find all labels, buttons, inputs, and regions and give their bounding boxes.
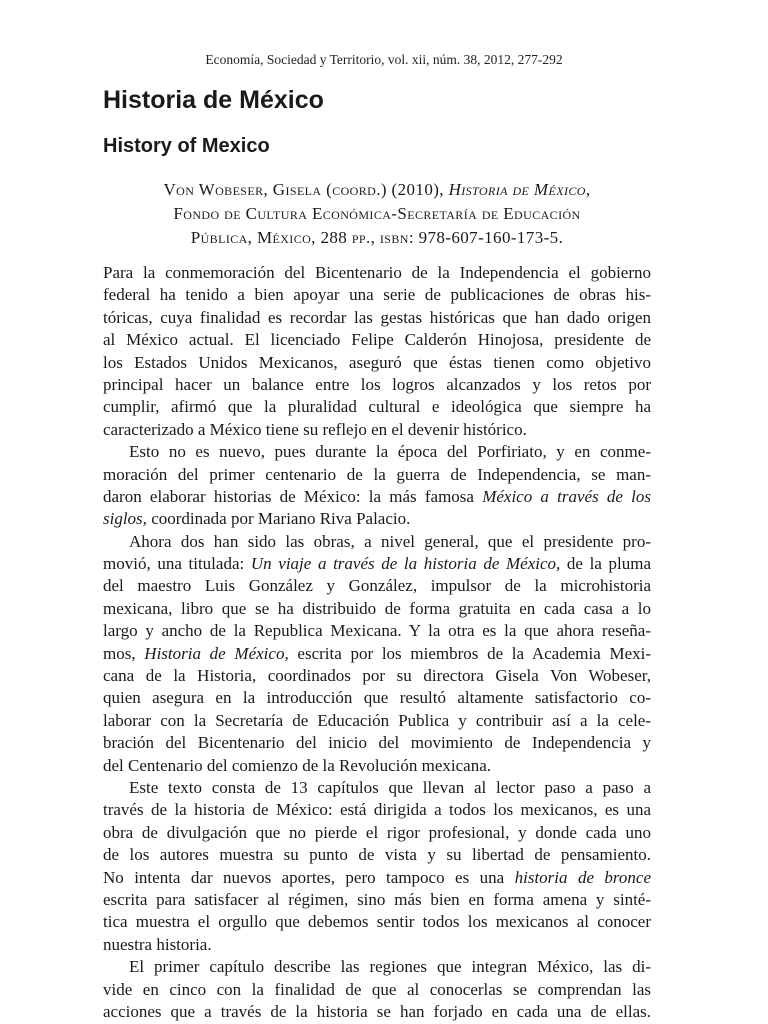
text-line xyxy=(103,867,651,889)
text-line: tóricas, cuya finalidad es recordar las gestas históricas que han dado origen xyxy=(103,307,651,327)
text-line xyxy=(103,643,651,665)
text-line: caracterizado a México tiene su reflejo en el devenir histórico. xyxy=(103,419,527,439)
text-line: principal hacer un balance entre los logros alcanzados y los retos por xyxy=(103,374,651,394)
text-span: No intenta dar nuevos aportes, pero tampoco es una xyxy=(103,867,515,887)
book-title-italic: México a través de los xyxy=(482,486,651,506)
article-body xyxy=(103,262,651,1023)
text-span: movió, una titulada: xyxy=(103,554,251,574)
text-line: tica muestra el orgullo que debemos sentir todos los mexicanos al conocer xyxy=(103,912,651,932)
text-line: escrita para satisfacer al régimen, sino más bien en forma amena y sinté- xyxy=(103,889,651,909)
paragraph xyxy=(103,262,651,441)
text-line: de los autores muestra su punto de vista y su libertad de pensamiento. xyxy=(103,845,651,865)
citation-line: Pública, México, 288 pp., isbn: 978-607-160-173-5. xyxy=(190,228,564,247)
book-title-italic: Historia de México, xyxy=(144,643,289,663)
text-line: cumplir, afirmó que la pluralidad cultural e ideológica que siempre ha xyxy=(103,397,651,417)
text-line: cana de la Historia, coordinados por su directora Gisela Von Wobeser, xyxy=(103,666,651,686)
italic-phrase: historia de bronce xyxy=(514,867,651,887)
text-line xyxy=(103,508,651,530)
text-line xyxy=(103,553,651,575)
citation-book-title: Historia de México xyxy=(448,180,586,199)
text-line: laborar con la Secretaría de Educación Publica y contribuir así a la cele- xyxy=(103,710,651,730)
paragraph xyxy=(103,777,651,956)
text-line: quien asegura en la introducción que resultó altamente satisfactorio co- xyxy=(103,688,651,708)
citation-line: Fondo de Cultura Económica-Secretaría de Educación xyxy=(173,204,581,223)
text-span: mos, xyxy=(103,643,145,663)
text-line: El primer capítulo describe las regiones que integran México, las di- xyxy=(129,957,651,977)
text-line: Para la conmemoración del Bicentenario de la Independencia el gobierno xyxy=(103,263,651,282)
book-citation xyxy=(103,178,651,250)
text-line: Esto no es nuevo, pues durante la época del Porfiriato, y en conme- xyxy=(129,442,651,462)
text-line: vide en cinco con la finalidad de que al conocerlas se comprendan las xyxy=(103,979,651,999)
text-line: largo y ancho de la Republica Mexicana. Y la otra es la que ahora reseña- xyxy=(103,621,651,641)
text-line: Este texto consta de 13 capítulos que llevan al lector paso a paso a xyxy=(129,777,651,797)
text-line: los Estados Unidos Mexicanos, aseguró que éstas tienen como objetivo xyxy=(103,352,651,372)
journal-running-head: Economía, Sociedad y Territorio, vol. xii, núm. 38, 2012, 277-292 xyxy=(205,52,563,67)
paragraph xyxy=(103,956,651,1023)
text-span: de la pluma xyxy=(560,554,651,574)
text-line: Ahora dos han sido las obras, a nivel general, que el presidente pro- xyxy=(129,531,651,551)
text-span: escrita por los miembros de la Academia Mexi- xyxy=(288,643,651,663)
book-title-italic: siglos, xyxy=(103,509,147,529)
text-line: acciones que a través de la historia se han forjado en cada una de ellas. xyxy=(103,1001,651,1021)
text-line: bración del Bicentenario del inicio del movimiento de Independencia y xyxy=(103,733,651,753)
citation-punct: , xyxy=(585,180,591,199)
text-line: nuestra historia. xyxy=(103,934,212,954)
article-title-english: History of Mexico xyxy=(103,135,270,157)
paragraph xyxy=(103,441,651,531)
book-title-italic: Un viaje a través de la historia de México, xyxy=(250,554,561,574)
text-span: coordinada por Mariano Riva Palacio. xyxy=(146,509,411,529)
article-title-spanish: Historia de México xyxy=(103,86,324,114)
text-span: daron elaborar historias de México: la más famosa xyxy=(103,486,483,506)
text-line: del maestro Luis González y González, impulsor de la microhistoria xyxy=(103,576,651,596)
text-line: del Centenario del comienzo de la Revolución mexicana. xyxy=(103,755,492,775)
paragraph xyxy=(103,531,651,777)
citation-author: Von Wobeser, Gisela (coord.) (2010), xyxy=(163,180,449,199)
text-line xyxy=(103,486,651,508)
text-line: mexicana, libro que se ha distribuido de forma gratuita en cada casa a lo xyxy=(103,598,651,618)
citation-line xyxy=(103,178,651,202)
text-line: moración del primer centenario de la guerra de Independencia, se man- xyxy=(103,464,651,484)
text-line: federal ha tenido a bien apoyar una serie de publicaciones de obras his- xyxy=(103,285,651,305)
text-line: través de la historia de México: está dirigida a todos los mexicanos, es una xyxy=(103,800,651,820)
text-line: obra de divulgación que no pierde el rigor profesional, y donde cada uno xyxy=(103,822,651,842)
text-line: al México actual. El licenciado Felipe Calderón Hinojosa, presidente de xyxy=(103,330,651,350)
